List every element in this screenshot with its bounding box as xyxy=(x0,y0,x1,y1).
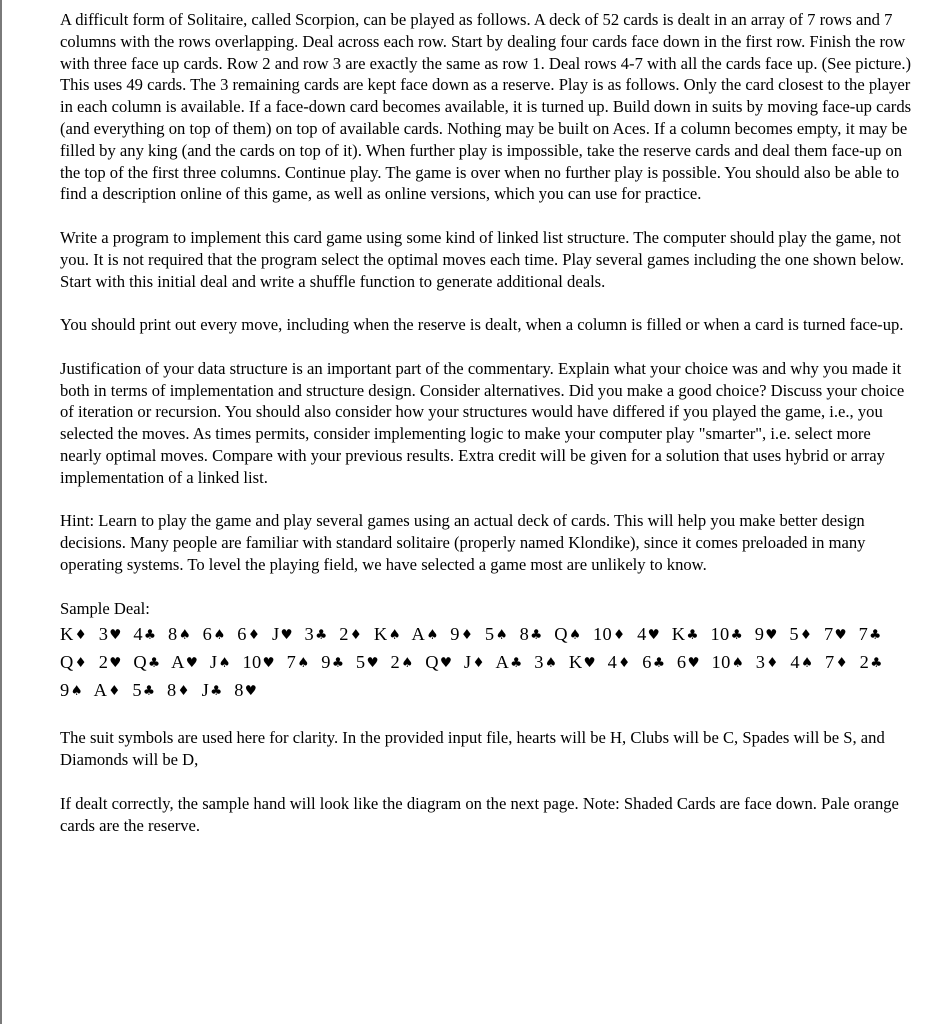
deal-card xyxy=(642,652,665,672)
card-rank: 6 xyxy=(202,624,213,645)
card-rank: 7 xyxy=(286,652,297,673)
card-rank: A xyxy=(93,680,108,701)
card-rank: A xyxy=(495,652,510,673)
deal-card xyxy=(790,652,813,672)
card-suit-icon: ♦ xyxy=(835,655,849,672)
card-suit-icon: ♠ xyxy=(178,627,192,644)
card-suit-icon: ♥ xyxy=(647,627,661,644)
card-rank: 8 xyxy=(168,624,178,645)
deal-card xyxy=(168,624,191,644)
card-suit-icon: ♣ xyxy=(686,627,699,644)
card-rank: 7 xyxy=(858,624,869,645)
deal-card xyxy=(520,624,543,644)
card-suit-icon: ♦ xyxy=(247,627,261,644)
deal-card xyxy=(425,652,452,672)
card-rank: Q xyxy=(425,652,439,673)
card-rank: 3 xyxy=(534,652,544,673)
card-suit-icon: ♠ xyxy=(568,627,582,644)
deal-card xyxy=(860,652,883,672)
card-rank: 4 xyxy=(637,624,647,645)
card-suit-icon: ♣ xyxy=(142,683,156,700)
card-rank: K xyxy=(671,624,686,645)
output-paragraph: You should print out every move, including when the reserve is dealt, when a column is filled or when a card is turned face-up. xyxy=(60,315,904,335)
page-edge-rule xyxy=(0,0,2,1024)
card-suit-icon: ♠ xyxy=(401,655,414,672)
deal-card xyxy=(202,680,223,700)
card-suit-icon: ♣ xyxy=(315,627,328,644)
deal-card xyxy=(464,652,485,672)
deal-card xyxy=(755,624,778,644)
card-rank: 4 xyxy=(607,652,618,673)
card-rank: 5 xyxy=(132,680,142,701)
deal-card xyxy=(99,624,122,644)
card-rank: 8 xyxy=(234,680,244,701)
card-rank: J xyxy=(209,652,218,673)
card-suit-icon: ♦ xyxy=(613,627,626,644)
card-suit-icon: ♣ xyxy=(210,683,223,700)
card-suit-icon: ♦ xyxy=(472,655,485,672)
deal-card xyxy=(133,624,156,644)
sample-deal-label: Sample Deal: xyxy=(60,598,150,618)
deal-card xyxy=(339,624,362,644)
deal-card xyxy=(450,624,473,644)
card-rank: J xyxy=(271,624,280,645)
card-suit-icon: ♠ xyxy=(544,655,558,672)
deal-card xyxy=(534,652,557,672)
card-rank: 4 xyxy=(790,652,800,673)
justification-paragraph: Justification of your data structure is an important part of the commentary. Explain what your choice was and why you made it both in terms of implementation and structure design. Consider alternatives. Did you make a good choice? Discuss your choice of iteration or recursion. You should also consider how your structures would have differed if you played the game, i.e., you selected the moves. As times permits, consider implementing logic to make your computer play "smarter", i.e. select more nearly optimal moves. Compare with your previous results. Extra credit will be given for a solution that uses hybrid or array implementation of a linked list. xyxy=(60,358,905,487)
card-rank: 8 xyxy=(519,624,530,645)
card-rank: 6 xyxy=(676,652,687,673)
card-suit-icon: ♣ xyxy=(530,627,543,644)
card-rank: Q xyxy=(133,652,148,673)
deal-card xyxy=(94,680,121,700)
card-rank: 9 xyxy=(321,652,331,673)
deal-card xyxy=(485,624,508,644)
card-rank: J xyxy=(463,652,472,673)
deal-card xyxy=(171,652,198,672)
document-page xyxy=(60,9,914,836)
card-suit-icon: ♣ xyxy=(652,655,666,672)
card-suit-icon: ♣ xyxy=(143,627,157,644)
deal-card xyxy=(391,652,414,672)
card-suit-icon: ♥ xyxy=(280,627,293,644)
card-rank: 8 xyxy=(167,680,177,701)
card-rank: 10 xyxy=(710,624,730,645)
deal-card xyxy=(203,624,226,644)
diagram-note: If dealt correctly, the sample hand will look like the diagram on the next page. Note: Shaded Cards are face down. Pale orange cards are the reserve. xyxy=(60,793,899,835)
card-rank: 2 xyxy=(339,624,349,645)
suit-symbol-note: The suit symbols are used here for clarity. In the provided input file, hearts will be H, Clubs will be C, Spades will be S, and Diamonds will be D, xyxy=(60,728,885,770)
card-suit-icon: ♦ xyxy=(618,655,631,672)
card-suit-icon: ♠ xyxy=(213,627,226,644)
deal-card xyxy=(859,624,882,644)
deal-card xyxy=(374,624,401,644)
card-rank: 9 xyxy=(60,680,70,701)
card-suit-icon: ♠ xyxy=(426,627,439,644)
card-rank: 5 xyxy=(484,624,495,645)
deal-card xyxy=(133,652,160,672)
card-suit-icon: ♠ xyxy=(731,655,745,672)
deal-card xyxy=(824,624,847,644)
card-suit-icon: ♦ xyxy=(799,627,813,644)
card-suit-icon: ♠ xyxy=(388,627,401,644)
card-suit-icon: ♣ xyxy=(870,655,883,672)
card-rank: 2 xyxy=(390,652,401,673)
card-rank: 10 xyxy=(592,624,613,645)
card-suit-icon: ♦ xyxy=(349,627,363,644)
card-rank: 9 xyxy=(754,624,765,645)
card-suit-icon: ♦ xyxy=(108,683,121,700)
deal-card xyxy=(167,680,190,700)
card-rank: K xyxy=(373,624,388,645)
deal-card xyxy=(242,652,275,672)
card-suit-icon: ♦ xyxy=(177,683,190,700)
card-rank: K xyxy=(60,624,74,645)
card-suit-icon: ♥ xyxy=(185,655,199,672)
card-suit-icon: ♠ xyxy=(70,683,83,700)
deal-card xyxy=(132,680,155,700)
deal-card xyxy=(60,624,87,644)
deal-card xyxy=(756,652,779,672)
card-rank: K xyxy=(568,652,583,673)
deal-card xyxy=(412,624,439,644)
deal-card xyxy=(60,652,87,672)
deal-card xyxy=(554,624,581,644)
card-rank: 3 xyxy=(304,624,315,645)
deal-card xyxy=(237,624,260,644)
card-suit-icon: ♣ xyxy=(331,655,345,672)
card-rank: 10 xyxy=(242,652,262,673)
deal-card xyxy=(210,652,231,672)
card-suit-icon: ♣ xyxy=(869,627,882,644)
deal-card xyxy=(608,652,631,672)
card-suit-icon: ♦ xyxy=(74,627,88,644)
deal-card xyxy=(99,652,122,672)
card-suit-icon: ♣ xyxy=(730,627,744,644)
card-rank: Q xyxy=(60,652,74,673)
deal-card xyxy=(712,652,745,672)
card-rank: 3 xyxy=(755,652,766,673)
deal-card xyxy=(496,652,523,672)
card-rank: 9 xyxy=(450,624,460,645)
card-rank: A xyxy=(171,652,185,673)
deal-card xyxy=(789,624,812,644)
card-suit-icon: ♠ xyxy=(800,655,814,672)
card-rank: 4 xyxy=(133,624,143,645)
card-rank: J xyxy=(201,680,210,701)
deal-card xyxy=(825,652,848,672)
card-rank: 6 xyxy=(237,624,247,645)
card-suit-icon: ♥ xyxy=(583,655,596,672)
card-suit-icon: ♠ xyxy=(297,655,310,672)
deal-card xyxy=(272,624,293,644)
card-rank: 2 xyxy=(859,652,870,673)
hint-paragraph: Hint: Learn to play the game and play several games using an actual deck of cards. This will help you make better design decisions. Many people are familiar with standard solitaire (properly named Klondike), since it comes preloaded in many operating systems. To level the playing field, we have selected a game most are unlikely to know. xyxy=(60,511,866,574)
deal-card xyxy=(60,680,83,700)
card-suit-icon: ♥ xyxy=(834,627,847,644)
card-rank: 6 xyxy=(642,652,652,673)
card-suit-icon: ♦ xyxy=(74,655,88,672)
card-rank: 5 xyxy=(355,652,366,673)
card-suit-icon: ♦ xyxy=(460,627,474,644)
deal-card xyxy=(287,652,310,672)
card-suit-icon: ♦ xyxy=(766,655,779,672)
deal-card xyxy=(637,624,660,644)
deal-card xyxy=(356,652,379,672)
card-suit-icon: ♥ xyxy=(262,655,275,672)
deal-card xyxy=(677,652,700,672)
card-rank: 7 xyxy=(823,624,834,645)
deal-card xyxy=(321,652,344,672)
card-rank: 7 xyxy=(825,652,835,673)
deal-card xyxy=(672,624,699,644)
card-suit-icon: ♥ xyxy=(109,627,122,644)
card-suit-icon: ♥ xyxy=(366,655,379,672)
card-suit-icon: ♥ xyxy=(687,655,700,672)
rules-paragraph: A difficult form of Solitaire, called Scorpion, can be played as follows. A deck of 52 cards is dealt in an array of 7 rows and 7 columns with the rows overlapping. Deal across each row. Start by dealing four cards face down in the first row. Finish the row with three face up cards. Row 2 and row 3 are exactly the same as row 1. Deal rows 4-7 with all the cards face up. (See picture.) This uses 49 cards. The 3 remaining cards are kept face down as a reserve. Play is as follows. Only the card closest to the player in each column is available. If a face-down card becomes available, it is turned up. Build down in suits by moving face-up cards (and everything on top of them) on top of available cards. Nothing may be built on Aces. If a column becomes empty, it may be filled by any king (and the cards on top of it). When further play is impossible, take the reserve cards and deal them face-up on the top of the first three columns. Continue play. The game is over when no further play is possible. You should also be able to find a description online of this game, as well as online versions, which you can use for practice. xyxy=(60,10,912,204)
card-rank: 10 xyxy=(711,652,731,673)
deal-card xyxy=(711,624,744,644)
card-rank: A xyxy=(411,624,426,645)
card-suit-icon: ♥ xyxy=(244,683,258,700)
card-suit-icon: ♣ xyxy=(148,655,161,672)
card-suit-icon: ♥ xyxy=(439,655,453,672)
assignment-paragraph: Write a program to implement this card game using some kind of linked list structure. The computer should play the game, not you. It is not required that the program select the optimal moves each time. Play several games including the one shown below. Start with this initial deal and write a shuffle function to generate additional deals. xyxy=(60,227,905,291)
card-rank: 5 xyxy=(789,624,799,645)
card-suit-icon: ♥ xyxy=(109,655,122,672)
deal-card xyxy=(593,624,626,644)
card-rank: Q xyxy=(554,624,568,645)
card-rank: 3 xyxy=(98,624,109,645)
card-suit-icon: ♣ xyxy=(510,655,523,672)
card-suit-icon: ♠ xyxy=(495,627,508,644)
card-suit-icon: ♠ xyxy=(218,655,231,672)
deal-card xyxy=(305,624,328,644)
sample-deal-card-list xyxy=(60,621,914,705)
deal-card xyxy=(569,652,596,672)
card-suit-icon: ♥ xyxy=(765,627,778,644)
deal-card xyxy=(234,680,257,700)
card-rank: 2 xyxy=(98,652,109,673)
